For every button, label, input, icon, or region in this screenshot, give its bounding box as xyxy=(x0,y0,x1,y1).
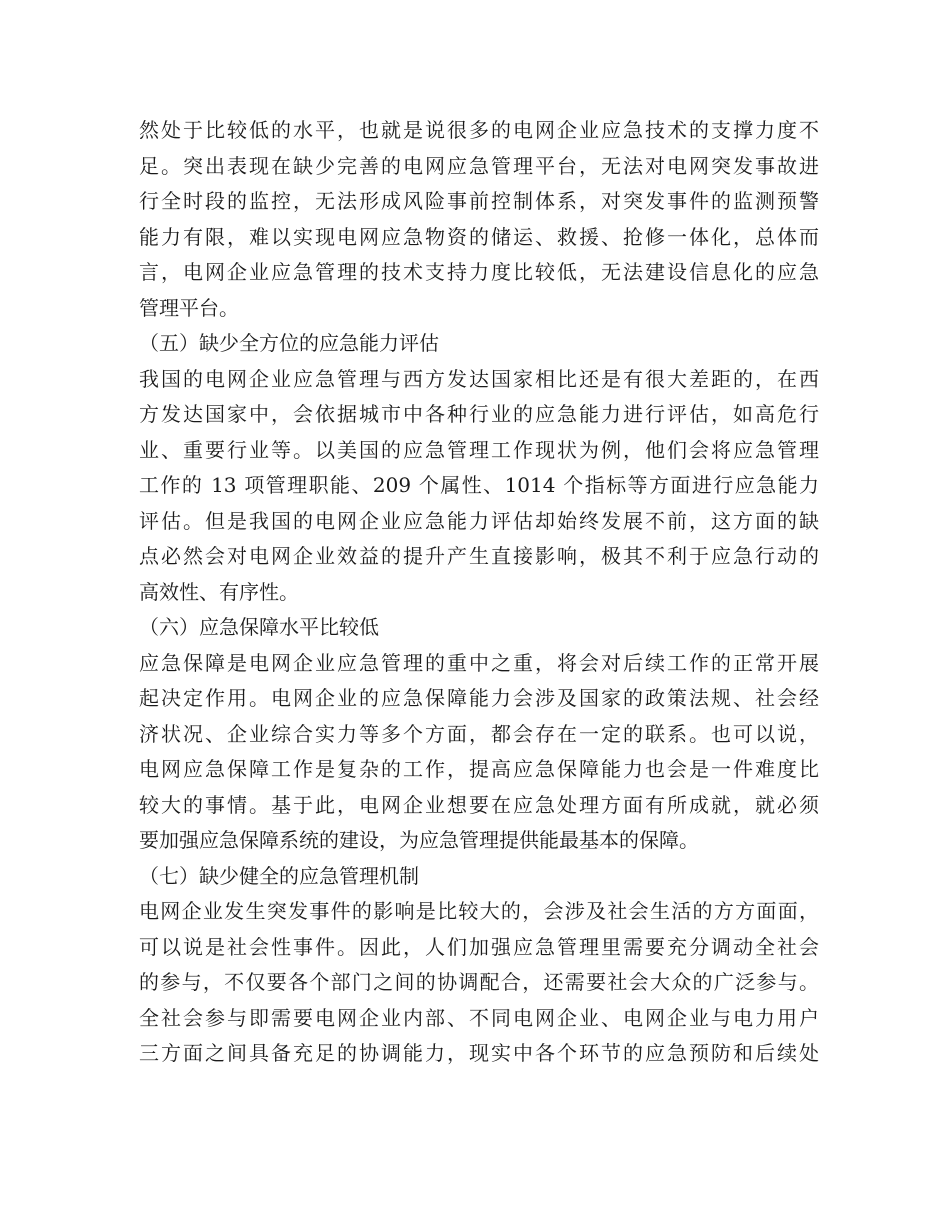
text-line: 工作的 13 项管理职能、209 个属性、1014 个指标等方面进行应急能力 xyxy=(139,473,819,497)
paragraph-intro xyxy=(139,113,819,326)
section-heading-5: （五）缺少全方位的应急能力评估 xyxy=(139,331,439,355)
text-line: 三方面之间具备充足的协调能力，现实中各个环节的应急预防和后续处 xyxy=(139,1041,819,1065)
text-line: 评估。但是我国的电网企业应急能力评估却始终发展不前，这方面的缺 xyxy=(139,508,819,533)
paragraph-section-6 xyxy=(139,646,819,859)
text-line: 电网企业发生突发事件的影响是比较大的，会涉及社会生活的方方面面， xyxy=(139,899,819,923)
text-line: 足。突出表现在缺少完善的电网应急管理平台，无法对电网突发事故进 xyxy=(139,153,819,178)
text-line: 言，电网企业应急管理的技术支持力度比较低，无法建设信息化的应急 xyxy=(139,260,819,284)
paragraph-section-5 xyxy=(139,362,819,611)
text-line: 管理平台。 xyxy=(139,295,239,320)
text-line: 可以说是社会性事件。因此，人们加强应急管理里需要充分调动全社会 xyxy=(139,934,819,959)
text-line: 能力有限，难以实现电网应急物资的储运、救援、抢修一体化，总体而 xyxy=(139,224,819,249)
paragraph-section-7 xyxy=(139,894,819,1072)
text-line: 的参与，不仅要各个部门之间的协调配合，还需要社会大众的广泛参与。 xyxy=(139,970,819,994)
text-line: 电网应急保障工作是复杂的工作，提高应急保障能力也会是一件难度比 xyxy=(139,757,819,781)
text-line: 点必然会对电网企业效益的提升产生直接影响，极其不利于应急行动的 xyxy=(139,544,819,568)
text-line: 我国的电网企业应急管理与西方发达国家相比还是有很大差距的，在西 xyxy=(139,366,819,391)
document-body xyxy=(139,113,819,1072)
text-line: 全社会参与即需要电网企业内部、不同电网企业、电网企业与电力用户 xyxy=(139,1005,819,1030)
text-line: 应急保障是电网企业应急管理的重中之重，将会对后续工作的正常开展 xyxy=(139,650,819,675)
text-line: 业、重要行业等。以美国的应急管理工作现状为例，他们会将应急管理 xyxy=(139,437,819,462)
section-heading-7: （七）缺少健全的应急管理机制 xyxy=(139,863,419,888)
text-line: 要加强应急保障系统的建设，为应急管理提供能最基本的保障。 xyxy=(139,828,699,852)
text-line: 济状况、企业综合实力等多个方面，都会存在一定的联系。也可以说， xyxy=(139,721,819,746)
text-line: 高效性、有序性。 xyxy=(139,579,299,604)
section-heading-6: （六）应急保障水平比较低 xyxy=(139,615,379,639)
text-line: 行全时段的监控，无法形成风险事前控制体系，对突发事件的监测预警 xyxy=(139,189,819,213)
text-line: 较大的事情。基于此，电网企业想要在应急处理方面有所成就，就必须 xyxy=(139,792,819,817)
text-line: 然处于比较低的水平，也就是说很多的电网企业应急技术的支撑力度不 xyxy=(139,118,819,142)
text-line: 起决定作用。电网企业的应急保障能力会涉及国家的政策法规、社会经 xyxy=(139,686,819,710)
text-line: 方发达国家中，会依据城市中各种行业的应急能力进行评估，如高危行 xyxy=(139,402,819,426)
